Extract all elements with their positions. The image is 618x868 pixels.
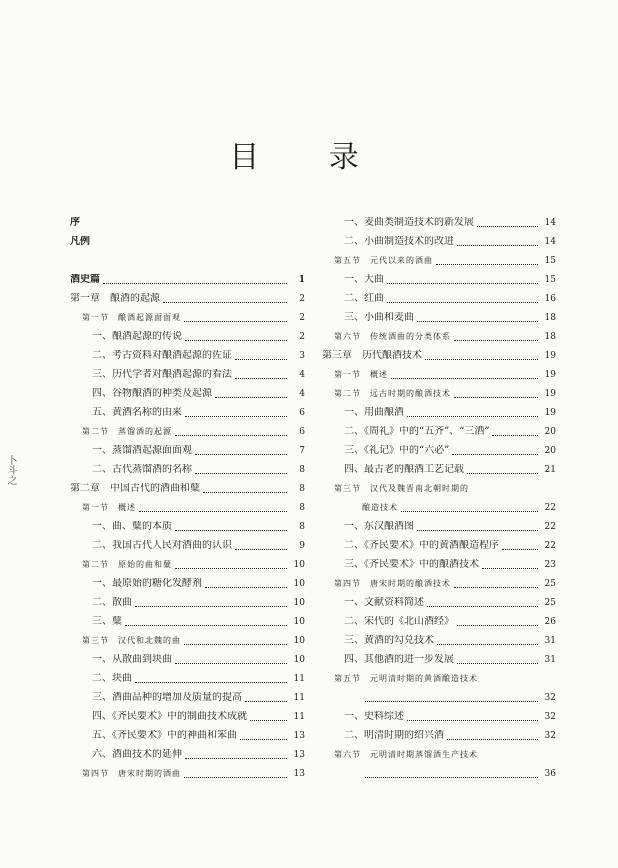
dot-leader [401,510,538,512]
toc-entry-title: 二、红曲 [344,293,384,304]
toc-page-number: 2 [299,294,305,304]
dot-leader [185,339,287,341]
toc-front-matter[interactable] [70,210,305,229]
toc-entry-title: 二、小曲制造技术的改进 [344,236,454,247]
dot-leader [215,396,287,398]
toc-left-column [70,210,305,780]
dot-leader [457,624,538,626]
toc-entry-title: 三、糵 [92,616,122,627]
toc-section[interactable] [322,685,556,704]
toc-entry-title: 三、小曲和麦曲 [344,312,414,323]
toc-page-number: 10 [293,617,305,627]
dot-leader [184,643,287,645]
toc-item[interactable] [70,514,305,533]
toc-page-number: 15 [544,256,556,266]
dot-leader [125,624,287,626]
dot-leader [185,757,287,759]
dot-leader [454,339,538,341]
toc-page-number: 7 [299,446,305,456]
toc-entry-title: 一、最原始的糖化发酵剂 [92,578,202,589]
toc-entry-title: 第四节 唐宋时期的酒曲 [82,769,181,778]
toc-entry-title: 第一节 概述 [82,503,136,512]
toc-page-number: 19 [544,389,556,399]
toc-item[interactable] [322,229,556,248]
toc-item[interactable] [70,400,305,419]
toc-page-number: 13 [293,769,305,779]
dot-leader [502,548,538,550]
dot-leader [407,719,538,721]
toc-entry-title: 第二章 中国古代的酒曲和糵 [70,483,200,494]
toc-entry-title: 一、大曲 [344,274,384,285]
toc-section[interactable] [322,761,556,780]
toc-page-number: 10 [293,560,305,570]
dot-leader [457,244,538,246]
toc-item[interactable] [322,609,556,628]
toc-page-number: 14 [544,237,556,247]
toc-page-number: 11 [293,674,305,684]
toc-item[interactable] [70,438,305,457]
dot-leader [467,472,538,474]
toc-entry-title: 三、酒曲品种的增加及质量的提高 [92,692,242,703]
toc-section[interactable] [70,419,305,438]
dot-leader [185,415,287,417]
dot-leader [175,567,287,569]
toc-item[interactable] [70,704,305,723]
toc-chapter[interactable] [70,286,305,305]
toc-page-number: 18 [544,313,556,323]
dot-leader [175,529,287,531]
toc-chapter[interactable] [322,343,556,362]
toc-entry-title: 二、我国古代人民对酒曲的认识 [92,540,232,551]
toc-entry-title: 四、《齐民要术》中的制曲技术成就 [92,711,247,722]
dot-leader [184,320,287,322]
dot-leader [175,662,287,664]
toc-page-number: 19 [544,408,556,418]
toc-page-number: 31 [544,655,556,665]
toc-item[interactable] [70,685,305,704]
toc-page-number: 16 [544,294,556,304]
toc-entry-title: 三、《齐民要术》中的酿酒技术 [344,559,479,570]
toc-entry-title: 第三章 历代酿酒技术 [322,350,422,361]
toc-part[interactable] [70,267,305,286]
toc-page-number: 14 [544,218,556,228]
toc-page-number: 11 [293,712,305,722]
toc-entry-title: 一、麦曲类制造技术的新发展 [344,217,474,228]
toc-page-number: 32 [544,731,556,741]
dot-leader [195,453,287,455]
toc-section[interactable] [70,305,305,324]
dot-leader [457,662,538,664]
toc-entry-title: 二、《周礼》中的“五齐”、“三酒” [344,426,490,437]
toc-entry-title: 一、从散曲到块曲 [92,654,172,665]
toc-item[interactable] [322,305,556,324]
dot-leader [235,377,287,379]
toc-chapter[interactable] [70,476,305,495]
toc-section[interactable] [322,495,556,514]
toc-item[interactable] [70,571,305,590]
toc-page-number: 26 [544,617,556,627]
margin-annotation: 卜斗之 [5,455,16,485]
toc-page-number: 8 [299,484,305,494]
toc-entry-title: 第二节 蒸馏酒的起源 [82,427,172,436]
toc-page-number: 10 [293,579,305,589]
toc-page-number: 22 [544,522,556,532]
toc-page-number: 20 [544,446,556,456]
toc-page-number: 3 [299,351,305,361]
toc-entry-title: 六、酒曲技术的延伸 [92,749,182,760]
dot-leader [387,282,538,284]
dot-leader [235,358,287,360]
toc-item[interactable] [322,400,556,419]
dot-leader [454,396,538,398]
toc-page-number: 22 [544,503,556,513]
toc-entry-title: 五、黄酒名称的由来 [92,407,182,418]
toc-section[interactable] [322,324,556,343]
toc-page-number: 18 [544,332,556,342]
spacer [70,248,305,267]
toc-entry-title: 一、文献资料简述 [344,597,424,608]
toc-item[interactable] [70,533,305,552]
toc-item[interactable] [70,647,305,666]
toc-page-number: 8 [299,503,305,513]
dot-leader [427,605,538,607]
toc-item[interactable] [70,590,305,609]
dot-leader [195,472,287,474]
page-title: 目 录 [229,140,389,175]
dot-leader [139,510,287,512]
toc-item[interactable] [322,628,556,647]
toc-page-number: 36 [544,769,556,779]
toc-page-number: 19 [544,351,556,361]
toc-entry-title: 一、东汉酿酒图 [344,521,414,532]
toc-page-number: 32 [544,693,556,703]
toc-right-column [322,210,556,780]
toc-entry-title: 二、古代蒸馏酒的名称 [92,464,192,475]
toc-page-number: 9 [299,541,305,551]
toc-page-number: 2 [299,313,305,323]
toc-entry-title: 三、黄酒的勾兑技术 [344,635,434,646]
toc-entry-title: 一、用曲酿酒 [344,407,404,418]
toc-page-number: 23 [544,560,556,570]
toc-item[interactable] [322,533,556,552]
toc-entry-title: 五、《齐民要术》中的神曲和笨曲 [92,730,237,741]
toc-entry-title: 一、酿酒起源的传说 [92,331,182,342]
toc-entry-title: 序 [70,217,80,228]
toc-item[interactable] [70,362,305,381]
toc-entry-title: 二、块曲 [92,673,132,684]
toc-section[interactable] [322,666,556,685]
toc-entry-title: 一、史料综述 [344,711,404,722]
dot-leader [205,586,287,588]
toc-section[interactable] [322,742,556,761]
toc-entry-title: 一、蒸馏酒起源面面观 [92,445,192,456]
dot-leader [417,529,538,531]
dot-leader [482,567,538,569]
toc-page-number: 6 [299,427,305,437]
dot-leader [365,776,538,778]
toc-page-number: 8 [299,522,305,532]
toc-entry-title: 第五节 元明清时期的黄酒酿造技术 [334,674,478,683]
toc-entry-title: 第六节 元明清时期蒸馏酒生产技术 [334,750,478,759]
toc-entry-title: 四、谷物酿酒的种类及起源 [92,388,212,399]
toc-entry-title: 二、宋代的《北山酒经》 [344,616,454,627]
toc-page-number: 4 [299,370,305,380]
dot-leader [407,415,538,417]
toc-item[interactable] [70,742,305,761]
dot-leader [250,719,287,721]
toc-page-number: 11 [293,693,305,703]
toc-entry-title: 第三节 汉代和北魏的曲 [82,636,181,645]
dot-leader [245,700,287,702]
toc-page-number: 15 [544,275,556,285]
toc-entry-title: 第三节 汉代及魏晋南北朝时期的 [334,484,469,493]
dot-leader [184,776,287,778]
toc-entry-title: 二、散曲 [92,597,132,608]
toc-section[interactable] [322,362,556,381]
toc-entry-title: 凡例 [70,236,90,247]
toc-entry-title: 第一节 概述 [334,370,388,379]
toc-page-number: 8 [299,465,305,475]
toc-page-number: 2 [299,332,305,342]
toc-section[interactable] [322,381,556,400]
toc-section[interactable] [322,476,556,495]
toc-front-matter[interactable] [70,229,305,248]
toc-page-number: 10 [293,598,305,608]
toc-page-number: 10 [293,655,305,665]
toc-entry-title: 酒史篇 [70,274,100,285]
toc-item[interactable] [70,324,305,343]
toc-entry-title: 酿造技术 [362,503,398,512]
dot-leader [454,586,538,588]
toc-entry-title: 二、明清时期的绍兴酒 [344,730,444,741]
dot-leader [492,434,538,436]
dot-leader [425,358,538,360]
toc-entry-title: 二、《齐民要术》中的黄酒酿造程序 [344,540,499,551]
dot-leader [235,548,287,550]
toc-entry-title: 四、最古老的酿酒工艺记载 [344,464,464,475]
toc-item[interactable] [70,381,305,400]
toc-page-number: 25 [544,579,556,589]
dot-leader [452,453,538,455]
toc-entry-title: 第五节 元代以来的酒曲 [334,256,433,265]
toc-item[interactable] [322,457,556,476]
dot-leader [387,301,538,303]
toc-section[interactable] [70,552,305,571]
toc-section[interactable] [70,495,305,514]
toc-entry-title: 第二节 原始的曲和糵 [82,560,172,569]
toc-page-number: 6 [299,408,305,418]
toc-item[interactable] [322,590,556,609]
toc-item[interactable] [70,609,305,628]
toc-entry-title: 三、《礼记》中的“六必” [344,445,450,456]
dot-leader [437,643,538,645]
dot-leader [203,491,287,493]
toc-page-number: 19 [544,370,556,380]
toc-page-number: 22 [544,541,556,551]
toc-page-number: 32 [544,712,556,722]
toc-item[interactable] [322,552,556,571]
toc-section[interactable] [322,571,556,590]
toc-page-number: 10 [293,636,305,646]
dot-leader [391,377,538,379]
toc-entry-title: 四、其他酒的进一步发展 [344,654,454,665]
toc-item[interactable] [70,457,305,476]
toc-entry-title: 二、考古资料对酿酒起源的佐证 [92,350,232,361]
toc-item[interactable] [322,647,556,666]
toc-entry-title: 一、曲、糵的本质 [92,521,172,532]
toc-item[interactable] [70,723,305,742]
toc-section[interactable] [322,248,556,267]
toc-entry-title: 第四节 唐宋时期的酿酒技术 [334,579,451,588]
dot-leader [436,263,538,265]
toc-entry-title: 第六节 传统酒曲的分类体系 [334,332,451,341]
toc-item[interactable] [322,704,556,723]
dot-leader [447,738,538,740]
toc-page-number: 13 [293,731,305,741]
dot-leader [175,434,287,436]
toc-item[interactable] [322,267,556,286]
toc-page-number: 1 [298,275,305,285]
toc-item[interactable] [322,210,556,229]
toc-page-number: 25 [544,598,556,608]
dot-leader [103,282,287,284]
toc-item[interactable] [322,438,556,457]
toc-section[interactable] [70,761,305,780]
toc-page-number: 21 [544,465,556,475]
toc-section[interactable] [70,628,305,647]
dot-leader [240,738,287,740]
toc-item[interactable] [322,286,556,305]
toc-item[interactable] [322,419,556,438]
toc-entry-title: 第一章 酿酒的起源 [70,293,160,304]
toc-item[interactable] [70,343,305,362]
dot-leader [365,700,538,702]
dot-leader [477,225,538,227]
toc-entry-title: 第一节 酿酒起源面面观 [82,313,181,322]
toc-item[interactable] [322,723,556,742]
toc-item[interactable] [322,514,556,533]
toc-page-number: 31 [544,636,556,646]
dot-leader [417,320,538,322]
toc-entry-title: 三、历代学者对酿酒起源的看法 [92,369,232,380]
toc-item[interactable] [70,666,305,685]
dot-leader [135,681,287,683]
toc-page-number: 20 [544,427,556,437]
toc-entry-title: 第二节 远古时期的酿酒技术 [334,389,451,398]
dot-leader [135,605,287,607]
dot-leader [163,301,287,303]
toc-page-number: 4 [299,389,305,399]
toc-page-number: 13 [293,750,305,760]
